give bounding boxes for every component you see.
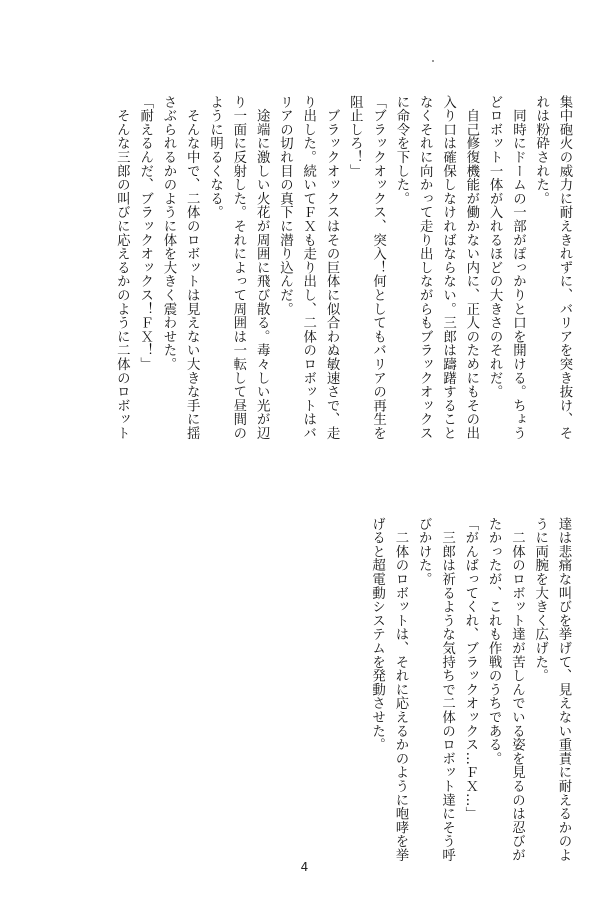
text-line: に命令を下した。 xyxy=(393,95,409,206)
text-line: 阻止しろ！」 xyxy=(347,95,363,178)
text-line: どロボット一体が入れるほどの大きさのそれだ。 xyxy=(487,95,503,399)
text-line: そんな三郎の叫びに応えるかのように二体のロボット xyxy=(114,95,130,440)
text-line: り出した。続いてＦＸも走り出し、二体のロボットはバ xyxy=(300,95,316,440)
text-line: 「がんばってくれ、ブラックオックス…ＦＸ…」 xyxy=(462,517,478,821)
text-line: り一面に反射した。それによって周囲は一転して昼間の xyxy=(230,95,246,440)
text-line: リアの切れ目の真下に潜り込んだ。 xyxy=(277,95,293,316)
page-number: 4 xyxy=(300,860,309,874)
text-line: 入り口は確保しなければならない。三郎は躊躇すること xyxy=(440,95,456,440)
text-line: れは粉砕された。 xyxy=(533,95,549,206)
text-line: 途端に激しい火花が周囲に飛び散る。毒々しい光が辺 xyxy=(254,95,270,440)
lower-text-block xyxy=(365,517,575,862)
text-line: 同時にドームの一部がぽっかりと口を開ける。ちょう xyxy=(510,95,526,440)
text-line: うに両腕を大きく広げた。 xyxy=(532,517,548,683)
text-line: げると超電動システムを発動させた。 xyxy=(369,517,385,752)
text-line: 自己修復機能が働かない内に、正人のためにもその出 xyxy=(463,95,479,440)
text-line: 達は悲痛な叫びを挙げて、見えない重責に耐えるかのよ xyxy=(556,517,571,862)
text-line: 集中砲火の威力に耐えきれずに、バリアを突き抜け、そ xyxy=(557,95,572,440)
text-line: 二体のロボットは、それに応えるかのように咆哮を挙 xyxy=(392,517,408,862)
text-line: たかったが、これも作戦のうちである。 xyxy=(486,517,502,766)
text-line: 三郎は祈るような気持ちで二体のロボット達にそう呼 xyxy=(439,517,455,862)
text-line: 「耐えるんだ、ブラックオックス！ＦＸ！」 xyxy=(137,95,153,371)
text-line: なくそれに向かって走り出しながらもブラックオックス xyxy=(417,95,433,440)
text-line: びかけた。 xyxy=(416,517,432,586)
text-line: そんな中で、二体のロボットは見えない大きな手に揺 xyxy=(184,95,200,440)
text-line: さぶられるかのように体を大きく震わせた。 xyxy=(160,95,176,371)
upper-text-block xyxy=(110,95,576,455)
text-line: 二体のロボット達が苦しんでいる姿を見るのは忍びが xyxy=(509,517,525,862)
text-line: ように明るくなる。 xyxy=(207,95,223,220)
text-line: 「ブラックオックス、突入！何としてもバリアの再生を xyxy=(370,95,386,440)
text-line: ブラックオックスはその巨体に似合わぬ敏速さで、走 xyxy=(324,95,340,440)
print-speck xyxy=(432,60,434,62)
